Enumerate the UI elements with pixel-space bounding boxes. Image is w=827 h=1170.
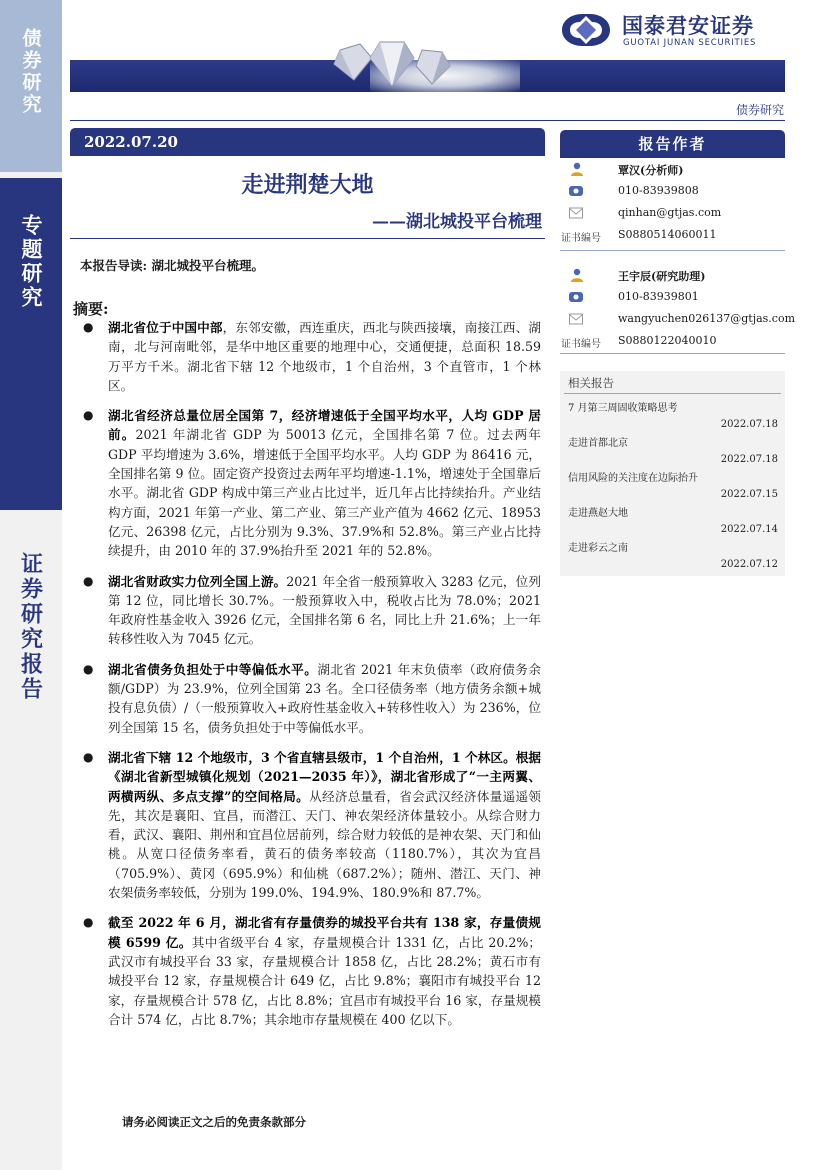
summary-item-text: ，东邻安徽，西连重庆，西北与陕西接壤，南接江西、湖南，北与河南毗邻，是华中地区重要的地理中心，交通便捷，总面积 18.59 万平方千米。湖北省下辖 12 个地级市，1 个自治州，3 个直管市，1 个林区。: [108, 320, 542, 393]
summary-item-text: 湖北省 2021 年末负债率（政府债务余额/GDP）为 23.9%，位列全国第 23 名。全口径债务率（地方债务余额+城投有息负债）/（一般预算收入+政府性基金收入+转移性收入）为 236%，位列全国第 15 名，债务负担处于中等偏低水平。: [108, 661, 542, 735]
related-divider: [564, 393, 781, 394]
phone-icon: [568, 184, 584, 198]
author-email[interactable]: qinhan@gtjas.com: [618, 206, 722, 219]
summary-item-text: 从经济总量看，省会武汉经济体量遥遥领先，其次是襄阳、宜昌，而潜江、天门、神农架经济体量较小。从综合财力看，武汉、襄阳、荆州和宜昌位居前列，综合财力较低的是神农架、天门和仙桃。从宽口径债务率看，黄石的债务率较高（1180.7%），其次为宜昌（705.9%）、黄冈（695.9%）和仙桃（687.2%）；随州、潜江、天门、神农架债务率较低，分别为 199.0%、194.9%、180.9%和 87.7%。: [108, 788, 541, 901]
summary-item-lead: 湖北省下辖 12 个地级市，3 个省直辖县级市，1 个自治州，1 个林区。根据《湖北省新型城镇化规划（2021—2035 年）》，湖北省形成了“一主两翼、两横两纵、多点支撑”的空间格局。: [108, 749, 541, 804]
related-report-date: 2022.07.18: [720, 419, 778, 430]
summary-item: [78, 748, 541, 902]
summary-item-text: 其中省级平台 4 家，存量规模合计 1331 亿，占比 20.2%；武汉市有城投平台 33 家，存量规模合计 1858 亿，占比 28.2%；黄石市有城投平台 12 家，存量规模合计 649 亿，占比 9.8%；襄阳市有城投平台 12 家，存量规模合计 578 亿，占比 8.8%；宜昌市有城投平台 16 家，存量规模合计 574 亿，占比 8.7%；其余地市存量规模在 400 亿以下。: [108, 934, 541, 1027]
logo-chinese-text: 国泰君安证券: [622, 14, 754, 38]
author-name: 王宇辰(研究助理): [618, 270, 706, 283]
side-tab-type-label: 专题研究: [19, 214, 44, 310]
author-cert-number: S0880514060011: [618, 228, 717, 241]
logo-mark-icon: [558, 12, 614, 48]
related-reports-heading: 相关报告: [568, 376, 614, 390]
authors-heading: 报告作者: [560, 130, 785, 158]
author-phone: 010-83939801: [618, 290, 699, 303]
person-icon: [568, 162, 584, 176]
intro-text: 湖北城投平台梳理。: [151, 258, 264, 273]
related-report-item[interactable]: [568, 434, 778, 465]
summary-item: [78, 406, 541, 560]
summary-item-lead: 截至 2022 年 6 月，湖北省有存量债券的城投平台共有 138 家，存量债规模 6599 亿。: [108, 915, 541, 950]
related-report-title[interactable]: 走进燕赵大地: [568, 508, 628, 519]
summary-item-lead: 湖北省财政实力位列全国上游。: [108, 573, 287, 589]
side-tab-category-label: 债券研究: [19, 28, 42, 116]
report-date-bar: [70, 128, 545, 156]
summary-item: [78, 660, 541, 737]
related-report-item[interactable]: [568, 399, 778, 430]
related-report-item[interactable]: [568, 469, 778, 500]
bullet-icon: ●: [83, 661, 94, 676]
related-report-date: 2022.07.15: [720, 489, 778, 500]
related-reports-panel: [560, 371, 785, 576]
header-category-label: 债券研究: [735, 103, 784, 117]
related-report-title[interactable]: 信用风险的关注度在边际抬升: [568, 473, 698, 484]
related-report-item[interactable]: [568, 504, 778, 535]
author-email[interactable]: wangyuchen026137@gtjas.com: [618, 312, 796, 325]
author-divider: [560, 353, 785, 354]
phone-icon: [568, 290, 584, 304]
summary-list: [78, 318, 541, 1040]
company-logo: [558, 10, 788, 52]
bullet-icon: ●: [83, 320, 94, 334]
bullet-icon: ●: [83, 573, 94, 588]
diamond-icon: [310, 40, 470, 96]
related-report-title[interactable]: 走进首都北京: [568, 438, 628, 449]
summary-item: [78, 572, 541, 649]
author-divider: [560, 250, 785, 251]
cert-label: 证书编号: [561, 233, 601, 244]
side-tab-type: [0, 178, 62, 510]
summary-heading: 摘要:: [73, 300, 109, 318]
summary-item-lead: 湖北省经济总量位居全国第 7，经济增速低于全国平均水平，人均 GDP 居前。: [108, 408, 541, 443]
author-card: [560, 265, 796, 353]
author-phone: 010-83939808: [618, 184, 699, 197]
intro-label: 本报告导读:: [80, 258, 148, 273]
logo-english-text: GUOTAI JUNAN SECURITIES: [623, 38, 757, 48]
author-cert-number: S0880122040010: [618, 334, 717, 347]
summary-item: [78, 913, 541, 1029]
disclaimer-note: 请务必阅读正文之后的免责条款部分: [122, 1115, 306, 1129]
report-subtitle: ——湖北城投平台梳理: [372, 212, 542, 232]
header-divider: [70, 120, 785, 121]
side-tab-report-label: 证券研究报告: [17, 552, 44, 702]
side-tab-report: [0, 552, 62, 712]
summary-item: [78, 318, 541, 395]
author-name: 覃汉(分析师): [618, 164, 684, 177]
bullet-icon: ●: [83, 915, 94, 930]
cert-label: 证书编号: [561, 339, 601, 350]
report-intro: [80, 256, 264, 274]
related-report-item[interactable]: [568, 539, 778, 570]
email-icon: [568, 312, 584, 326]
related-report-date: 2022.07.18: [720, 454, 778, 465]
related-report-title[interactable]: 7 月第三周固收策略思考: [568, 403, 678, 414]
related-report-date: 2022.07.12: [720, 559, 778, 570]
summary-item-lead: 湖北省位于中国中部: [108, 320, 223, 335]
summary-item-text: 2021 年全省一般预算收入 3283 亿元，位列第 12 位，同比增长 30.7%。一般预算收入中，税收占比为 78.0%；2021 年政府性基金收入 3926 亿元，全国排名第 6 名，同比上升 21.6%；上一年转移性收入为 7045 亿元。: [108, 573, 541, 647]
report-title: 走进荆楚大地: [241, 172, 374, 198]
report-date: 2022.07.20: [84, 133, 178, 151]
email-icon: [568, 206, 584, 220]
side-tab-category: [0, 0, 62, 172]
person-icon: [568, 268, 584, 282]
related-report-date: 2022.07.14: [720, 524, 778, 535]
summary-item-text: 2021 年湖北省 GDP 为 50013 亿元，全国排名第 7 位。过去两年 GDP 平均增速为 3.6%，增速低于全国平均水平。人均 GDP 为 86416 元，全国排名第 9 位。固定资产投资过去两年平均增速-1.1%，增速处于全国靠后水平。湖北省 GDP 构成中第三产业占比过半，近几年占比持续抬升。产业结构方面，2021 年第一产业、第二产业、第三产业产值为 4662 亿元、18953 亿元、26398 亿元，占比分别为 9.3%、37.9%和 52.8%。第三产业占比持续提升，由 2010 年的 37.9%抬升至 2021 年的 52.8%。: [108, 427, 542, 559]
bullet-icon: ●: [83, 749, 94, 764]
author-card: [560, 159, 785, 247]
bullet-icon: ●: [83, 408, 94, 423]
related-report-title[interactable]: 走进彩云之南: [568, 543, 628, 554]
summary-item-lead: 湖北省债务负担处于中等偏低水平。: [108, 661, 318, 677]
title-divider: [70, 238, 545, 239]
